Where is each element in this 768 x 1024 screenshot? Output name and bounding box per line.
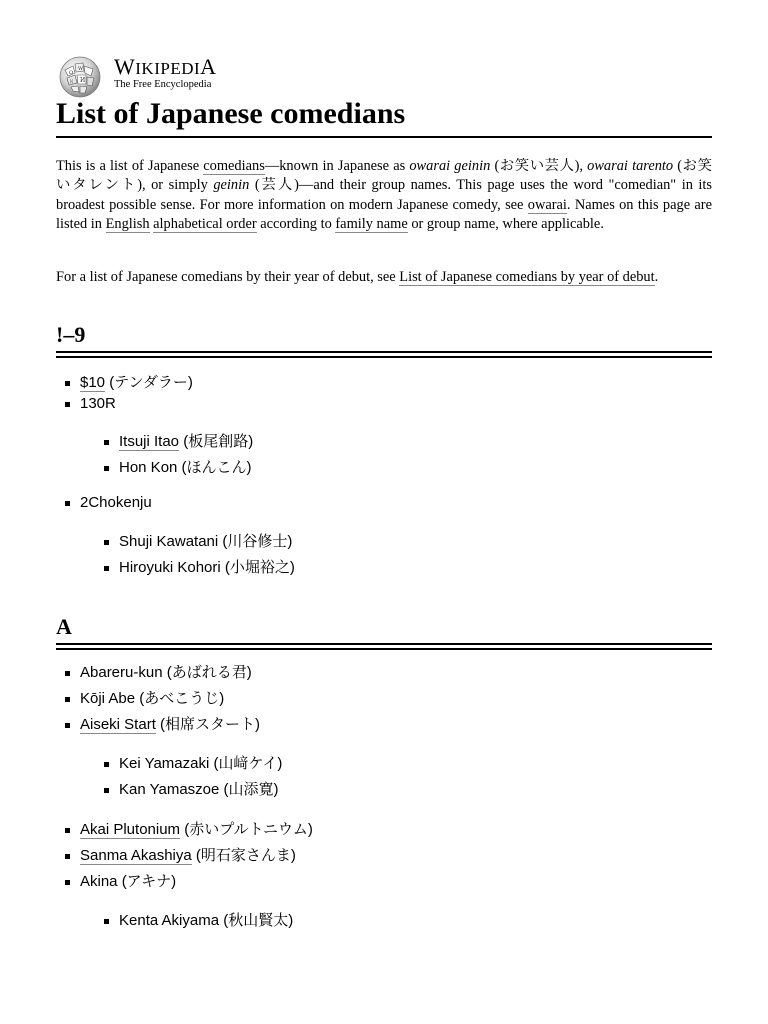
list-item: Itsuji Itao (板尾創路): [56, 429, 253, 455]
link-owarai[interactable]: owarai: [527, 196, 567, 213]
link-aiseki-start[interactable]: Aiseki Start: [80, 716, 156, 733]
list-item: 130R: [56, 393, 193, 414]
list-numeric-cont: [56, 490, 152, 516]
list-item: Abareru-kun (あばれる君): [56, 660, 260, 686]
link-comedians[interactable]: comedians: [203, 158, 265, 174]
list-item: Akai Plutonium (赤いプルトニウム): [56, 817, 313, 843]
sublist-akina: [56, 908, 293, 934]
section-heading-numeric: !–9: [56, 322, 86, 347]
list-a: [56, 660, 260, 738]
link-comedians-by-year[interactable]: List of Japanese comedians by year of debut: [399, 269, 655, 285]
section-divider: [56, 351, 712, 358]
link-10[interactable]: $10: [80, 374, 106, 391]
svg-text:И: И: [80, 77, 86, 84]
list-item: Kenta Akiyama (秋山賢太): [56, 908, 293, 934]
link-akai-plutonium[interactable]: Akai Plutonium: [80, 821, 181, 838]
list-item: Hon Kon (ほんこん): [56, 455, 253, 481]
list-a-cont: [56, 817, 313, 895]
link-alphabetical-order[interactable]: alphabetical order: [153, 216, 257, 233]
wikipedia-logo[interactable]: [56, 54, 356, 98]
see-also-paragraph: For a list of Japanese comedians by their year of debut, see List of Japanese comedians by year of debut.: [56, 269, 659, 285]
list-numeric: [56, 372, 193, 414]
section-heading-a: A: [56, 614, 72, 639]
link-english[interactable]: English: [105, 216, 150, 233]
list-item: Kei Yamazaki (山﨑ケイ): [56, 751, 282, 777]
list-item: Kan Yamaszoe (山添寛): [56, 777, 282, 803]
svg-text:W: W: [78, 66, 84, 72]
wikipedia-globe-icon: [56, 54, 104, 98]
list-item: $10 (テンダラー): [56, 372, 193, 393]
list-item: Shuji Kawatani (川谷修士): [56, 529, 295, 555]
list-item: Kōji Abe (あべこうじ): [56, 686, 260, 712]
svg-text:Ω: Ω: [69, 70, 74, 76]
sublist-2chokenju: [56, 529, 295, 581]
svg-text:ᛞ: ᛞ: [70, 79, 74, 85]
list-item: Akina (アキナ): [56, 869, 313, 895]
page-title: List of Japanese comedians: [56, 94, 712, 138]
list-item: Sanma Akashiya (明石家さんま): [56, 843, 313, 869]
list-item: Aiseki Start (相席スタート): [56, 712, 260, 738]
list-item: Hiroyuki Kohori (小堀裕之): [56, 555, 295, 581]
link-sanma-akashiya[interactable]: Sanma Akashiya: [80, 847, 192, 864]
link-family-name[interactable]: family name: [335, 216, 408, 233]
wikipedia-tagline: The Free Encyclopedia: [114, 79, 212, 90]
link-itsuji-itao[interactable]: Itsuji Itao: [119, 433, 180, 450]
sublist-aiseki-start: [56, 751, 282, 803]
wikipedia-wordmark: WIKIPEDIA: [114, 54, 217, 79]
intro-paragraph: This is a list of Japanese comedians—known in Japanese as owarai geinin (お笑い芸人), owarai tarento (お笑いタレント), or simply geinin (芸人)—and their group names. This page uses the word "comedian" in its broadest possible sense. For more information on modern Japanese comedy, see owarai. Names on this page are listed in English alphabetical order according to family name or group name, where applicable.: [56, 158, 713, 233]
section-divider: [56, 643, 712, 650]
sublist-130r: [56, 429, 253, 481]
list-item: 2Chokenju: [56, 490, 152, 516]
